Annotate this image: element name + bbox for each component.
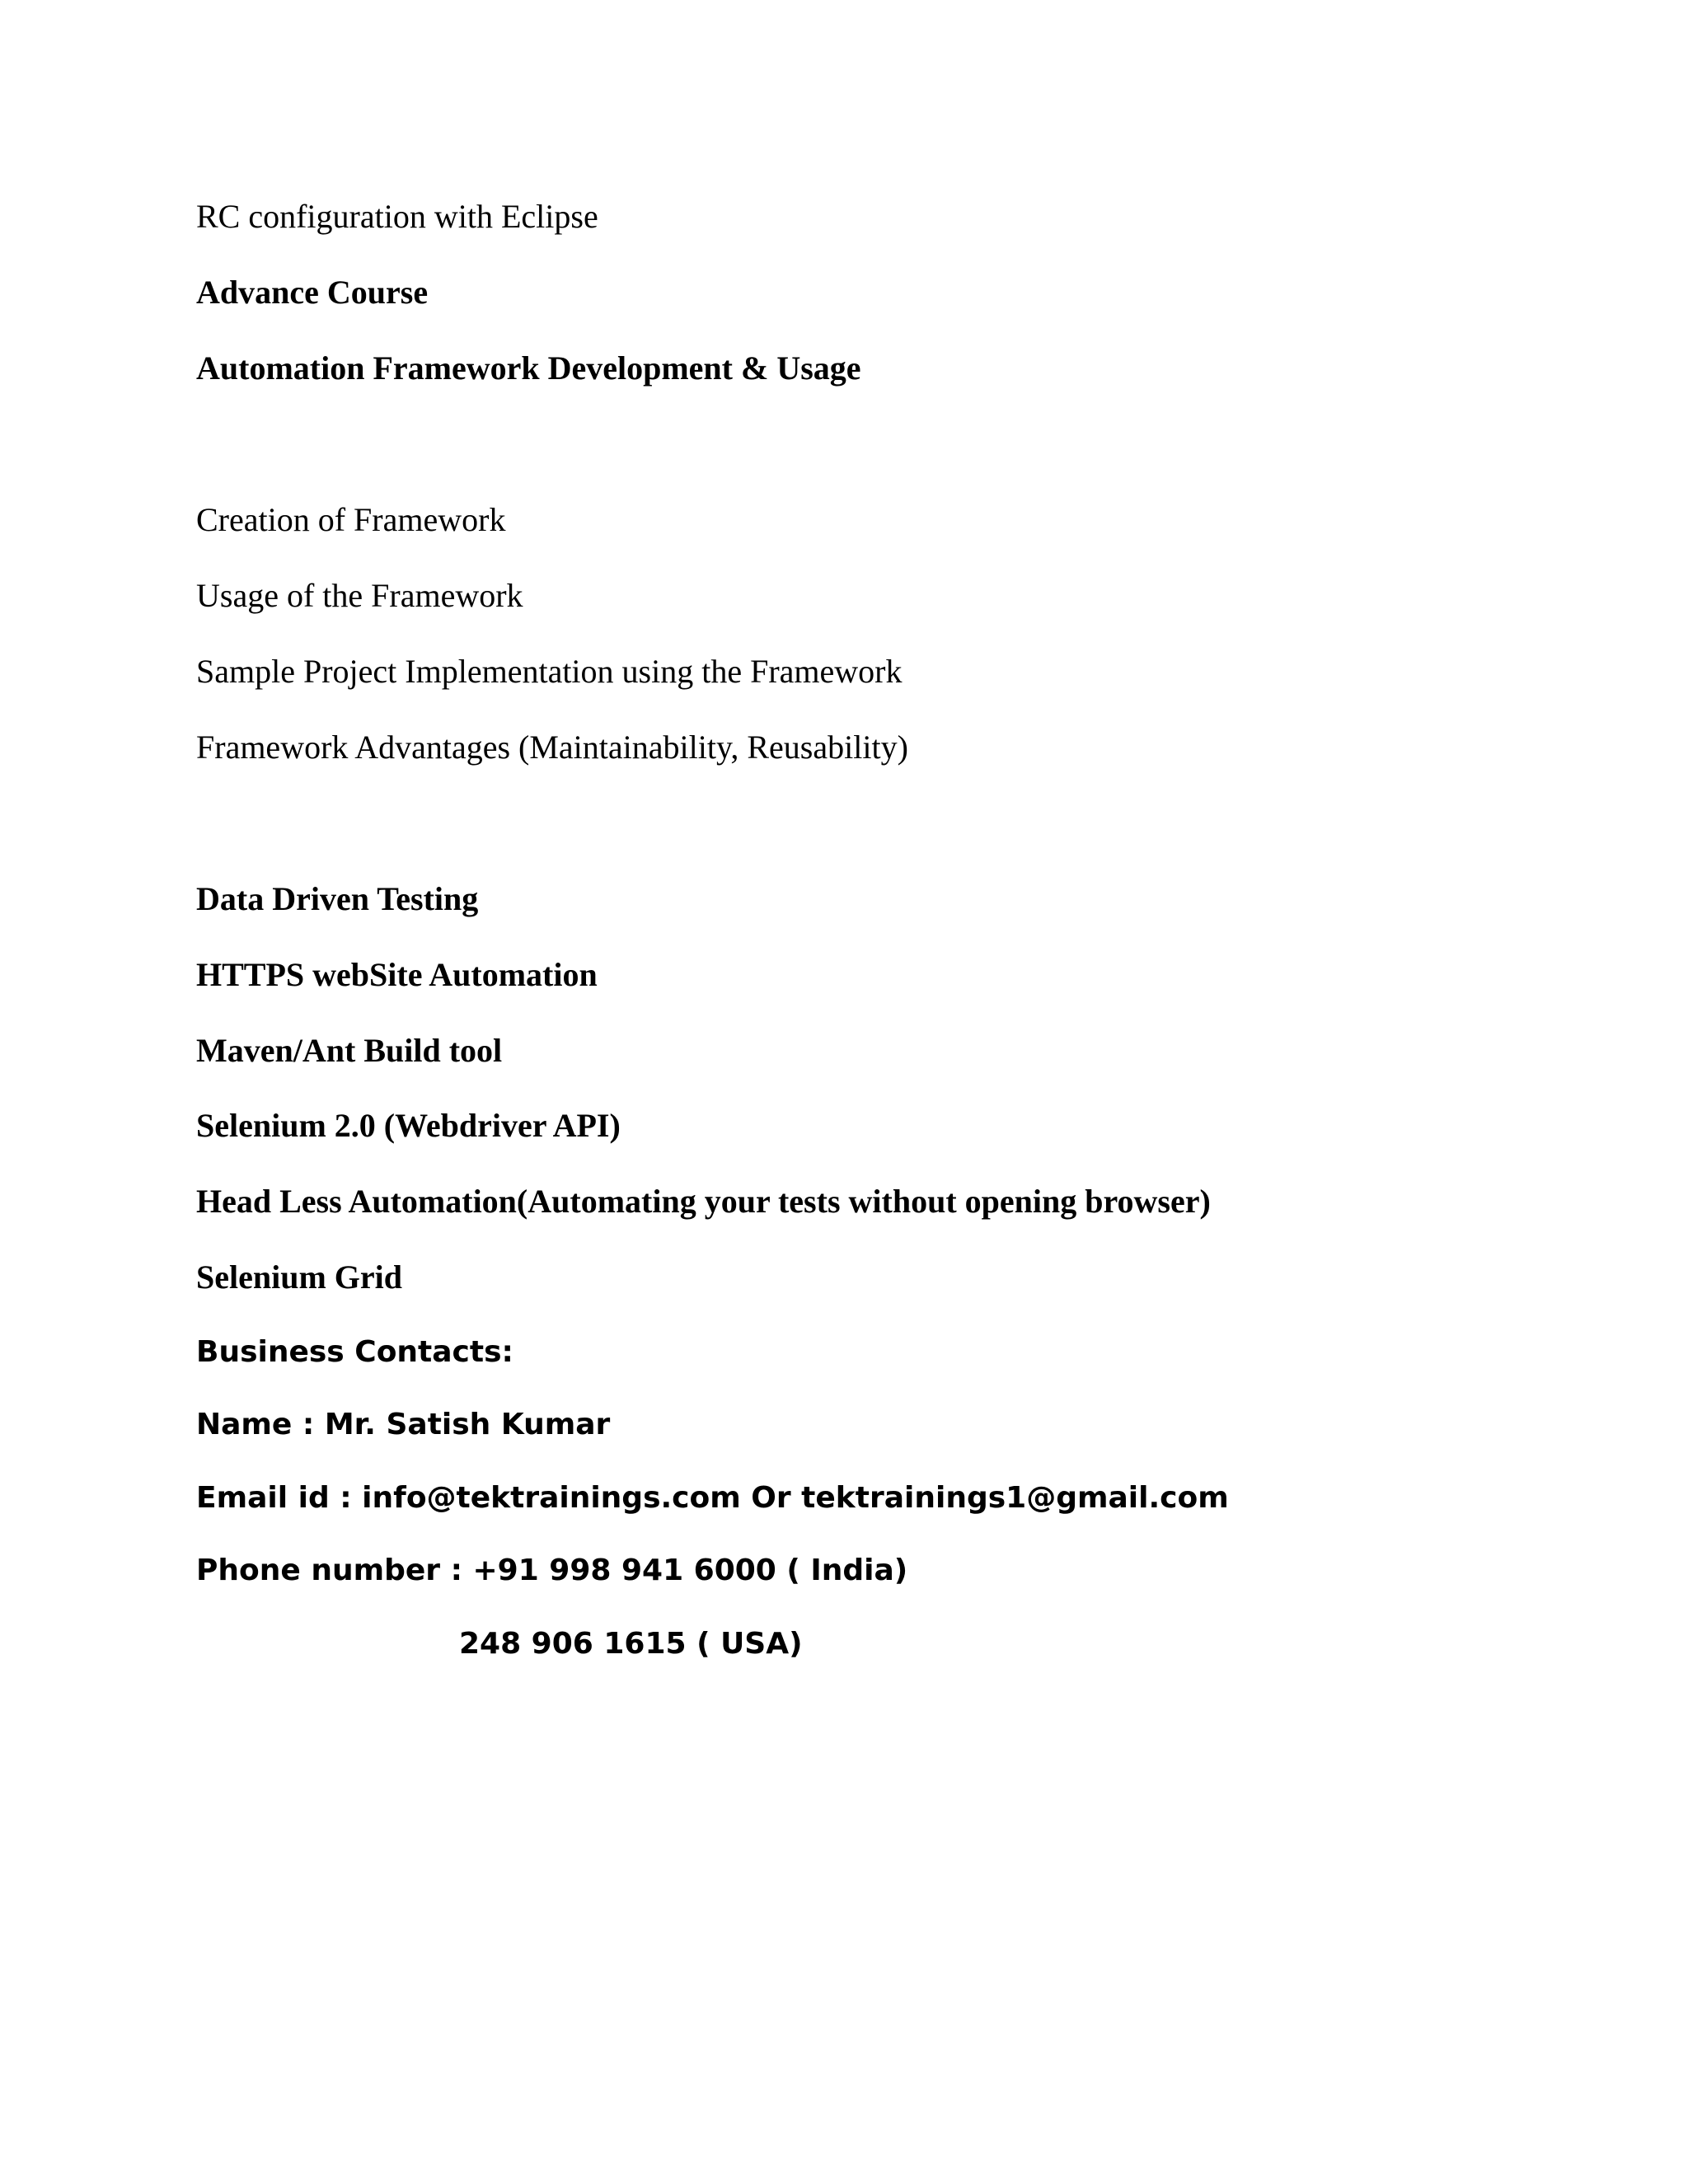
rc-configuration-line: RC configuration with Eclipse [196, 198, 598, 235]
advance-course-heading: Advance Course [196, 274, 429, 311]
business-contacts-heading: Business Contacts: [196, 1335, 513, 1369]
contact-phone-india: Phone number : +91 998 941 6000 ( India) [196, 1554, 908, 1587]
framework-item-usage: Usage of the Framework [196, 577, 523, 614]
topic-headless-automation: Head Less Automation(Automating your tests without opening browser) [196, 1183, 1211, 1220]
topic-maven-ant: Maven/Ant Build tool [196, 1032, 503, 1069]
framework-item-creation: Creation of Framework [196, 501, 506, 538]
contact-email: Email id : info@tektrainings.com Or tektrainings1@gmail.com [196, 1481, 1229, 1515]
topic-selenium-grid: Selenium Grid [196, 1258, 403, 1296]
topic-selenium-webdriver: Selenium 2.0 (Webdriver API) [196, 1107, 621, 1144]
contact-name: Name : Mr. Satish Kumar [196, 1408, 611, 1441]
framework-item-advantages: Framework Advantages (Maintainability, Reusability) [196, 729, 908, 766]
framework-item-sample-project: Sample Project Implementation using the Framework [196, 653, 903, 690]
topic-https-automation: HTTPS webSite Automation [196, 956, 598, 993]
framework-heading: Automation Framework Development & Usage [196, 349, 861, 387]
topic-data-driven-testing: Data Driven Testing [196, 880, 479, 917]
contact-phone-usa: 248 906 1615 ( USA) [459, 1627, 803, 1661]
